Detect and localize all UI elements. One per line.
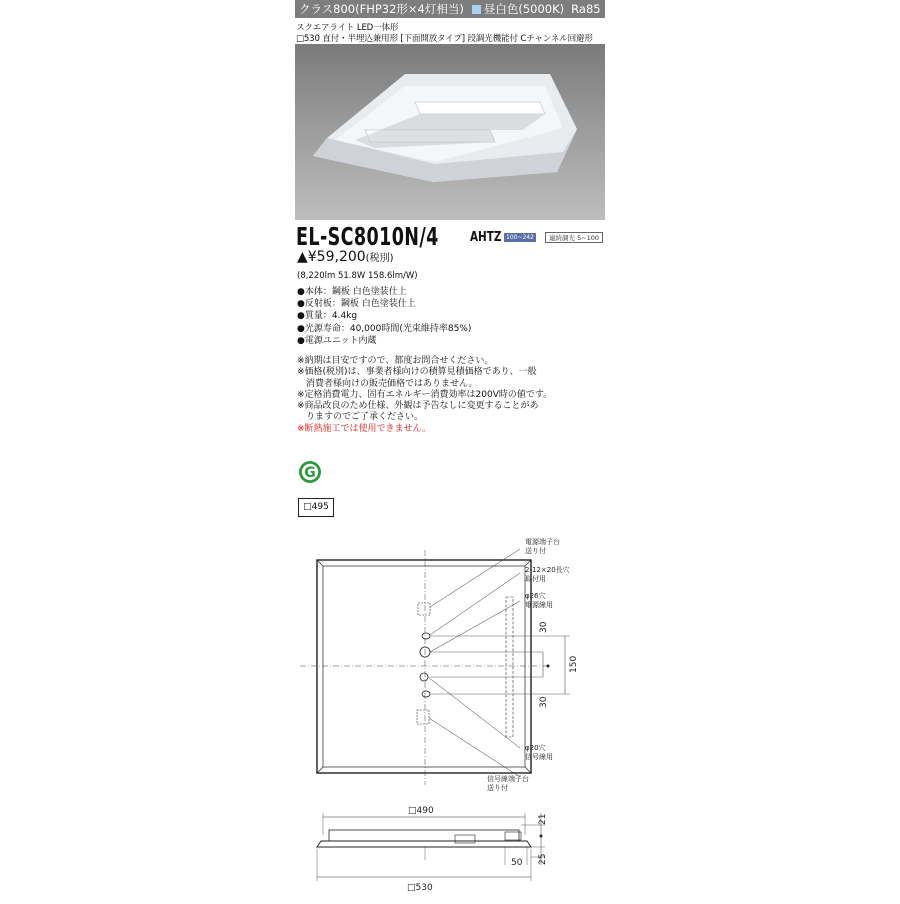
price xyxy=(297,249,393,265)
label-holes-2: 取付用 xyxy=(525,575,546,583)
label-phi20-2: 信号線用 xyxy=(525,753,553,761)
ra-label: Ra85 xyxy=(571,2,601,16)
label-power-terminal-2: 送り付 xyxy=(525,547,546,555)
model-number: EL-SC8010N/4 xyxy=(296,222,439,251)
price-value: ▲¥59,200 xyxy=(297,249,366,265)
product-photo xyxy=(295,44,605,220)
note-line: りますのでご了承ください。 xyxy=(297,412,424,423)
side-view-flange xyxy=(317,841,531,847)
label-signal-terminal-2: 送り付 xyxy=(487,784,508,792)
slot-hole-lower xyxy=(422,691,430,697)
feature-list xyxy=(297,286,471,347)
class-label: クラス800(FHP32形×4灯相当) xyxy=(299,2,464,16)
note-line: ※価格(税別)は、事業者様向けの積算見積価格であり、一般 xyxy=(297,367,537,378)
signal-cable-hole xyxy=(420,673,428,681)
price-tax: (税別) xyxy=(365,253,394,264)
label-phi26-2: 電源線用 xyxy=(525,601,553,609)
feature-item: ●本体：鋼板 白色塗装仕上 xyxy=(297,287,407,297)
dim-50: 50 xyxy=(511,858,523,868)
dim-30-lower: 30 xyxy=(539,696,549,708)
note-line: ※定格消費電力、固有エネルギー消費効率は200V時の値です。 xyxy=(297,389,553,400)
side-view-body xyxy=(329,830,519,841)
model-suffix: AHTZ xyxy=(470,230,502,245)
label-phi26: φ26穴 xyxy=(525,592,546,600)
warning-note: ※断熱施工では使用できません。 xyxy=(297,423,432,434)
green-badge-letter: G xyxy=(304,465,316,481)
dim-530: □530 xyxy=(407,883,433,893)
feature-item: ●質量：4.4kg xyxy=(297,311,358,322)
label-phi20: φ20穴 xyxy=(525,744,546,752)
notes xyxy=(297,356,552,435)
fixture-outline xyxy=(317,560,531,773)
note-line: ※納期は目安ですので、都度お問合せください。 xyxy=(297,356,494,366)
luminaire-image xyxy=(295,44,605,220)
voltage-badge: 100~242 xyxy=(506,234,534,241)
color-label: 昼白色(5000K) xyxy=(483,2,565,16)
header-bar xyxy=(295,0,605,18)
spec-line: (8,220lm 51.8W 158.6lm/W) xyxy=(297,271,418,281)
feature-item: ●光源寿命：40,000時間(光束維持率85%) xyxy=(297,323,472,334)
ceiling-cutout-size: □495 xyxy=(298,498,334,517)
power-unit xyxy=(506,597,513,737)
note-line: ※商品改良のため仕様、外観は予告なしに変更することがあ xyxy=(297,401,539,412)
power-terminal-block xyxy=(418,603,430,615)
subtitle-line-1: スクエアライト LED一体形 xyxy=(296,23,399,33)
label-holes: 2-12×20長穴 xyxy=(525,566,570,574)
slot-hole-upper xyxy=(422,633,430,639)
green-purchase-badge xyxy=(298,460,322,484)
note-line: 消費者様向けの販売価格ではありません。 xyxy=(297,378,478,389)
feature-item: ●反射板：鋼板 白色塗装仕上 xyxy=(297,299,416,310)
label-power-terminal: 電源端子台 xyxy=(525,538,560,546)
subtitle-line-2: □530 直付・半埋込兼用形 [下面開放タイプ] 段調光機能付 Cチャンネル回避形 xyxy=(296,34,593,44)
green-g-icon xyxy=(298,460,322,484)
feature-item: ●電源ユニット内蔵 xyxy=(297,335,377,346)
color-swatch-icon xyxy=(472,5,481,14)
dim-490: □490 xyxy=(408,806,434,816)
fixture-inner-outline xyxy=(323,566,525,767)
signal-terminal-block xyxy=(417,710,429,724)
dim-30-upper: 30 xyxy=(539,621,549,633)
dimming-badge: 連続調光 5~100 xyxy=(545,232,603,243)
label-signal-terminal: 信号線端子台 xyxy=(487,775,529,783)
dim-25: 25 xyxy=(538,853,548,865)
dim-21: 21 xyxy=(538,813,548,825)
technical-drawing xyxy=(295,535,605,900)
dim-150: 150 xyxy=(569,655,579,673)
dimension-drawing xyxy=(295,535,605,900)
